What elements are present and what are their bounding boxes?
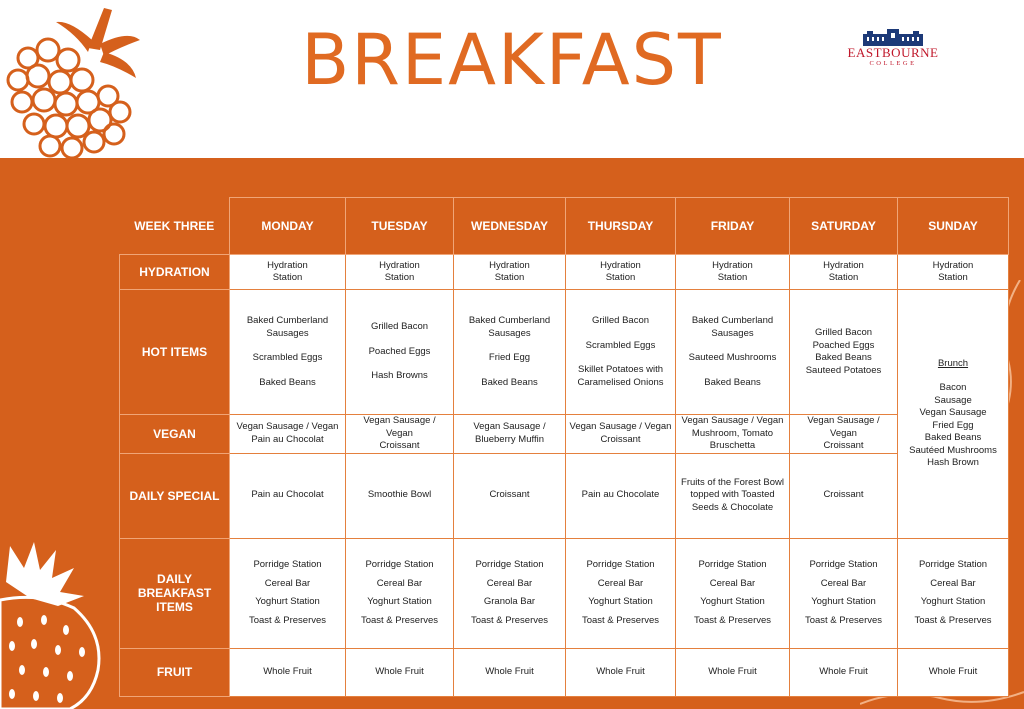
menu-line: Whole Fruit bbox=[485, 665, 534, 677]
menu-line: Baked Beans bbox=[815, 352, 872, 363]
menu-cell bbox=[566, 538, 676, 648]
row-label-line: ITEMS bbox=[156, 600, 193, 614]
menu-cell bbox=[454, 538, 566, 648]
menu-line: Yoghurt Station bbox=[367, 596, 432, 607]
menu-line: Station bbox=[494, 272, 525, 283]
menu-line-spacer bbox=[679, 340, 786, 352]
menu-line: Croissant bbox=[379, 440, 420, 451]
menu-line: Porridge Station bbox=[809, 559, 878, 570]
menu-cell bbox=[454, 415, 566, 454]
menu-line: Bruschetta bbox=[709, 440, 756, 451]
menu-line: Hydration bbox=[379, 259, 420, 271]
menu-line: Poached Eggs bbox=[812, 339, 875, 351]
day-header-wednesday: WEDNESDAY bbox=[454, 198, 566, 255]
menu-line-spacer bbox=[349, 358, 450, 370]
row-label-daily-breakfast-items bbox=[120, 538, 230, 648]
menu-cell bbox=[566, 290, 676, 415]
menu-line-spacer bbox=[457, 365, 562, 377]
menu-line: Croissant bbox=[600, 433, 641, 445]
daily-breakfast-row bbox=[120, 538, 1009, 648]
menu-line-spacer bbox=[569, 328, 672, 340]
menu-cell bbox=[676, 538, 790, 648]
strawberry-icon bbox=[0, 538, 110, 709]
menu-line: Seeds & Chocolate bbox=[691, 501, 774, 513]
brunch-title: Brunch bbox=[937, 357, 969, 369]
menu-line: Vegan Sausage / bbox=[473, 421, 546, 433]
menu-line: Yoghurt Station bbox=[811, 596, 876, 607]
menu-line: Porridge Station bbox=[253, 559, 322, 570]
week-label: WEEK THREE bbox=[120, 198, 230, 255]
menu-line: Vegan Sausage / Vegan bbox=[681, 415, 784, 426]
menu-cell bbox=[566, 648, 676, 696]
menu-cell bbox=[230, 648, 346, 696]
menu-line: Sauteed Potatoes bbox=[805, 364, 882, 376]
menu-line: Station bbox=[272, 272, 303, 283]
menu-line: Croissant bbox=[823, 489, 864, 501]
menu-line: Hydration bbox=[932, 259, 974, 271]
menu-line: Whole Fruit bbox=[819, 665, 868, 677]
row-label-hot-items: HOT ITEMS bbox=[120, 290, 230, 415]
menu-cell bbox=[676, 453, 790, 538]
menu-line: Pain au Chocolat bbox=[251, 433, 324, 445]
menu-line: Baked Beans bbox=[704, 376, 761, 388]
hydration-row bbox=[120, 255, 1009, 290]
menu-cell bbox=[454, 255, 566, 290]
menu-cell bbox=[676, 255, 790, 290]
menu-line: Cereal Bar bbox=[264, 577, 311, 589]
menu-line: Fruits of the Forest Bowl bbox=[681, 476, 784, 488]
menu-line: Hydration bbox=[267, 259, 308, 271]
menu-line: Whole Fruit bbox=[928, 665, 978, 677]
menu-line: Porridge Station bbox=[586, 559, 655, 570]
menu-line-spacer bbox=[679, 365, 786, 377]
menu-line: Porridge Station bbox=[475, 559, 544, 570]
sunday-brunch-cell bbox=[898, 290, 1009, 539]
logo-name: EASTBOURNE bbox=[847, 45, 939, 60]
menu-line: Scrambled Eggs bbox=[252, 352, 323, 363]
breakfast-menu-table bbox=[119, 197, 1009, 697]
menu-line-spacer bbox=[901, 370, 1005, 382]
menu-line: Vegan Sausage bbox=[919, 407, 987, 419]
menu-line: Sausages bbox=[711, 327, 754, 339]
row-label-vegan: VEGAN bbox=[120, 415, 230, 454]
menu-cell bbox=[230, 453, 346, 538]
menu-line: Sausages bbox=[266, 327, 309, 339]
menu-cell bbox=[790, 290, 898, 415]
menu-line: Sauteed Mushrooms bbox=[688, 352, 777, 363]
menu-line-spacer bbox=[233, 365, 342, 377]
menu-line: Station bbox=[384, 272, 415, 283]
vegan-row bbox=[120, 415, 1009, 454]
menu-line: Toast & Preserves bbox=[248, 614, 327, 626]
fruit-row bbox=[120, 648, 1009, 696]
menu-line: Station bbox=[938, 272, 968, 283]
menu-cell bbox=[676, 415, 790, 454]
menu-cell bbox=[454, 648, 566, 696]
menu-line: Granola Bar bbox=[483, 596, 536, 607]
menu-line-spacer bbox=[349, 334, 450, 346]
logo-subtitle: COLLEGE bbox=[869, 60, 917, 67]
menu-cell bbox=[230, 255, 346, 290]
menu-cell bbox=[230, 415, 346, 454]
menu-line: Toast & Preserves bbox=[360, 614, 439, 626]
menu-line: Baked Beans bbox=[259, 376, 316, 388]
menu-line: Yoghurt Station bbox=[588, 596, 653, 607]
menu-line: Toast & Preserves bbox=[804, 614, 883, 626]
college-building-icon bbox=[861, 28, 925, 46]
menu-line: Fried Egg bbox=[932, 419, 974, 431]
menu-line: Baked Beans bbox=[924, 432, 982, 444]
menu-cell bbox=[230, 538, 346, 648]
day-header-friday: FRIDAY bbox=[676, 198, 790, 255]
menu-line: Vegan Sausage / Vegan bbox=[807, 415, 880, 439]
page-title: BREAKFAST bbox=[301, 19, 723, 101]
menu-line: Whole Fruit bbox=[596, 665, 645, 677]
menu-cell bbox=[346, 255, 454, 290]
menu-cell bbox=[566, 255, 676, 290]
menu-line: Smoothie Bowl bbox=[367, 489, 432, 501]
menu-line: Scrambled Eggs bbox=[585, 339, 656, 351]
row-label-line: BREAKFAST bbox=[137, 586, 212, 600]
school-logo bbox=[838, 28, 948, 72]
menu-line: Sautéed Mushrooms bbox=[909, 444, 997, 456]
menu-line: Yoghurt Station bbox=[920, 596, 986, 607]
menu-line: Whole Fruit bbox=[375, 665, 424, 677]
menu-line: Grilled Bacon bbox=[591, 315, 650, 326]
menu-line: Whole Fruit bbox=[263, 665, 312, 677]
menu-line: Caramelised Onions bbox=[577, 376, 664, 388]
menu-line: Hydration bbox=[823, 259, 864, 271]
day-header-thursday: THURSDAY bbox=[566, 198, 676, 255]
menu-line: Grilled Bacon bbox=[814, 327, 873, 338]
menu-line: Hash Brown bbox=[927, 457, 979, 469]
menu-cell bbox=[676, 290, 790, 415]
menu-line: Porridge Station bbox=[918, 559, 988, 570]
menu-line: Porridge Station bbox=[365, 559, 434, 570]
daily-special-row bbox=[120, 453, 1009, 538]
row-label-line: DAILY bbox=[157, 572, 192, 586]
menu-cell bbox=[346, 538, 454, 648]
menu-line: Cereal Bar bbox=[376, 577, 423, 589]
menu-cell bbox=[566, 453, 676, 538]
menu-line: Yoghurt Station bbox=[255, 596, 320, 607]
menu-line: Bacon bbox=[939, 382, 967, 394]
menu-line-spacer bbox=[569, 352, 672, 364]
menu-line: Baked Cumberland bbox=[691, 315, 774, 326]
menu-line: Mushroom, Tomato bbox=[691, 427, 774, 439]
menu-line: Yoghurt Station bbox=[700, 596, 765, 607]
menu-cell bbox=[898, 255, 1009, 290]
menu-line: Poached Eggs bbox=[368, 345, 431, 357]
day-header-saturday: SATURDAY bbox=[790, 198, 898, 255]
menu-cell bbox=[790, 453, 898, 538]
menu-line: Pain au Chocolate bbox=[581, 489, 660, 501]
menu-cell bbox=[346, 415, 454, 454]
menu-line: Baked Cumberland bbox=[468, 315, 551, 326]
menu-line: Cereal Bar bbox=[930, 577, 976, 589]
menu-line: Baked Cumberland bbox=[246, 315, 329, 326]
menu-line: Porridge Station bbox=[698, 559, 767, 570]
menu-line: Sausages bbox=[488, 327, 531, 339]
menu-line: Blueberry Muffin bbox=[475, 433, 544, 445]
menu-cell bbox=[346, 290, 454, 415]
menu-cell bbox=[454, 453, 566, 538]
menu-cell bbox=[676, 648, 790, 696]
menu-line: Toast & Preserves bbox=[693, 614, 772, 626]
menu-line: Hash Browns bbox=[371, 370, 428, 382]
menu-line-spacer bbox=[233, 340, 342, 352]
menu-line: Hydration bbox=[712, 259, 753, 271]
menu-cell bbox=[346, 648, 454, 696]
menu-line: Hydration bbox=[600, 259, 641, 271]
row-label-fruit: FRUIT bbox=[120, 648, 230, 696]
menu-line: Station bbox=[717, 272, 748, 283]
menu-line: Vegan Sausage / Vegan bbox=[236, 421, 339, 433]
menu-cell bbox=[790, 255, 898, 290]
menu-line: Station bbox=[605, 272, 636, 283]
menu-cell bbox=[346, 453, 454, 538]
day-header-tuesday: TUESDAY bbox=[346, 198, 454, 255]
day-header-monday: MONDAY bbox=[230, 198, 346, 255]
menu-line: Toast & Preserves bbox=[914, 614, 992, 626]
menu-line: Toast & Preserves bbox=[581, 614, 660, 626]
menu-line: Baked Beans bbox=[481, 376, 538, 388]
menu-cell bbox=[898, 648, 1009, 696]
menu-cell bbox=[790, 648, 898, 696]
menu-line: Grilled Bacon bbox=[370, 321, 429, 333]
menu-cell bbox=[790, 538, 898, 648]
header-row bbox=[120, 198, 1009, 255]
menu-cell bbox=[566, 415, 676, 454]
menu-line: Cereal Bar bbox=[820, 577, 867, 589]
menu-line: Skillet Potatoes with bbox=[577, 364, 663, 375]
menu-line: Croissant bbox=[823, 440, 864, 451]
menu-line: Croissant bbox=[489, 489, 530, 501]
menu-line: Toast & Preserves bbox=[470, 614, 549, 626]
menu-line: Cereal Bar bbox=[597, 577, 644, 589]
menu-line: Pain au Chocolat bbox=[251, 489, 324, 501]
day-header-sunday: SUNDAY bbox=[898, 198, 1009, 255]
menu-line: Fried Egg bbox=[488, 352, 531, 363]
menu-line: Sausage bbox=[934, 394, 972, 406]
row-label-daily-special: DAILY SPECIAL bbox=[120, 453, 230, 538]
row-label-hydration: HYDRATION bbox=[120, 255, 230, 290]
hot-items-row bbox=[120, 290, 1009, 415]
menu-line: Cereal Bar bbox=[709, 577, 756, 589]
menu-line: Vegan Sausage / Vegan bbox=[363, 415, 436, 439]
menu-line: Whole Fruit bbox=[708, 665, 757, 677]
menu-line: Hydration bbox=[489, 259, 530, 271]
menu-line: Station bbox=[828, 272, 859, 283]
menu-cell bbox=[230, 290, 346, 415]
menu-cell bbox=[898, 538, 1009, 648]
menu-line-spacer bbox=[457, 340, 562, 352]
menu-cell bbox=[790, 415, 898, 454]
menu-cell bbox=[454, 290, 566, 415]
menu-line: topped with Toasted bbox=[690, 489, 775, 501]
menu-line: Vegan Sausage / Vegan bbox=[569, 421, 672, 433]
menu-line: Cereal Bar bbox=[486, 577, 533, 589]
